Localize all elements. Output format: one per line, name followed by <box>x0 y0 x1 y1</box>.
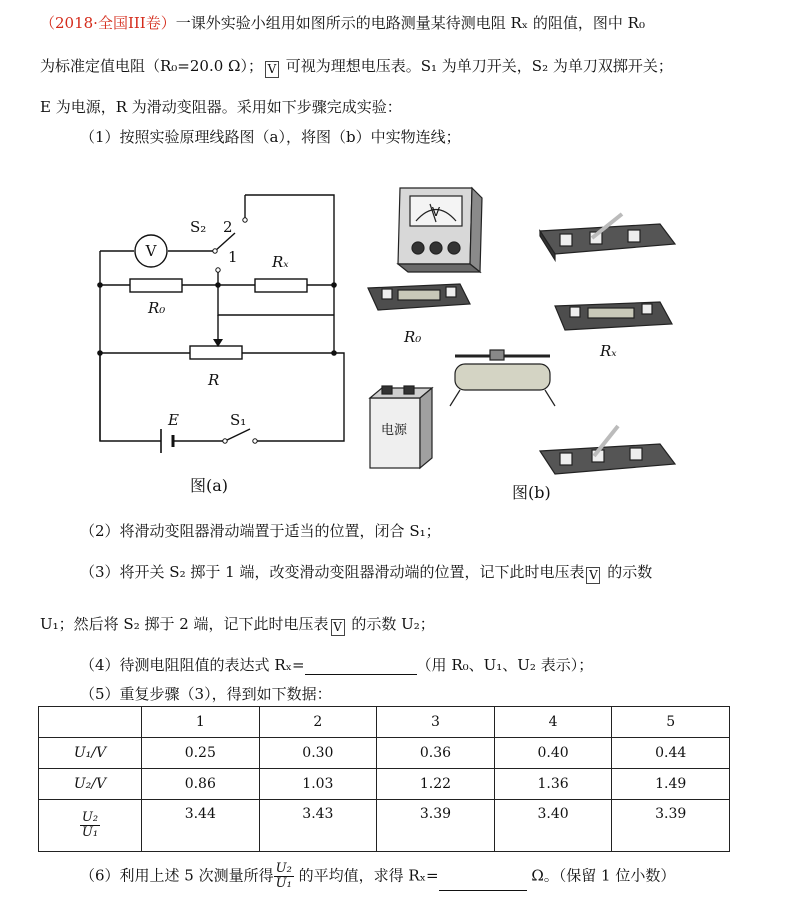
s2-label: S₂ <box>190 218 207 236</box>
table-cell: 3.44 <box>142 800 260 852</box>
table-cell: 1.49 <box>612 769 730 800</box>
step-6-text-c: Ω。（保留 1 位小数） <box>526 866 676 885</box>
step-4-text-a: （4）待测电阻阻值的表达式 Rₓ= <box>80 656 305 674</box>
s1-pivot <box>223 439 227 443</box>
step-3-line-2 <box>40 613 435 636</box>
data-table <box>38 706 730 852</box>
voltmeter-icon: V <box>331 619 345 636</box>
step-4 <box>80 654 593 675</box>
answer-blank-4[interactable] <box>305 658 417 675</box>
step-3-text-a: （3）将开关 S₂ 掷于 1 端，改变滑动变阻器滑动端的位置，记下此时电压表 <box>80 563 585 581</box>
rx-device-label: Rₓ <box>600 342 617 360</box>
switch-pivot <box>213 249 217 253</box>
switch-contact-1 <box>216 268 220 272</box>
s1-contact <box>253 439 257 443</box>
rx-label: Rₓ <box>272 253 289 271</box>
row-label-u2: U₂/V <box>39 769 142 800</box>
table-cell: 0.86 <box>142 769 260 800</box>
switch-s2-device <box>540 426 675 474</box>
table-cell: 0.36 <box>377 738 495 769</box>
circuit-diagram-a <box>90 185 360 505</box>
node-dot <box>215 282 221 288</box>
s1-label: S₁ <box>230 411 247 429</box>
voltmeter-device <box>398 188 482 272</box>
step-6-text-a: （6）利用上述 5 次测量所得 <box>80 866 274 885</box>
battery-device <box>370 386 432 468</box>
row-label-ratio <box>39 800 142 852</box>
r0-resistor-device <box>368 284 470 310</box>
intro-line-1 <box>40 12 645 33</box>
intro-line-2 <box>40 55 673 78</box>
intro-line-3: E 为电源，R 为滑动变阻器。采用如下步骤完成实验： <box>40 98 402 116</box>
voltmeter-icon: V <box>586 567 600 584</box>
ratio-fraction <box>80 811 100 840</box>
answer-blank-6[interactable] <box>439 874 527 891</box>
table-col-header: 1 <box>142 707 260 738</box>
voltmeter-icon: V <box>265 61 279 78</box>
rx-resistor-device <box>555 302 672 330</box>
apparatus-photo-b <box>360 176 690 506</box>
table-col-header: 4 <box>494 707 612 738</box>
node-dot <box>331 282 337 288</box>
step-2: （2）将滑动变阻器滑动端置于适当的位置，闭合 S₁； <box>80 522 441 540</box>
table-cell: 0.30 <box>259 738 377 769</box>
table-cell: 1.36 <box>494 769 612 800</box>
table-row-u1 <box>39 738 730 769</box>
row-label-u1: U₁/V <box>39 738 142 769</box>
switch-s1-device <box>540 214 675 260</box>
step-3-line-1 <box>80 561 652 584</box>
s2-pos2-label: 2 <box>223 218 233 236</box>
intro-text-2b: 可视为理想电压表。S₁ 为单刀开关，S₂ 为单刀双掷开关； <box>280 57 673 75</box>
r-label: R <box>208 371 220 389</box>
meter-label: V <box>431 205 441 219</box>
table-cell: 1.03 <box>259 769 377 800</box>
table-row-u2 <box>39 769 730 800</box>
table-cell: 0.40 <box>494 738 612 769</box>
s2-pos1-label: 1 <box>228 248 238 266</box>
table-cell: 3.43 <box>259 800 377 852</box>
fraction-numerator: U₂ <box>81 810 99 825</box>
table-cell: 1.22 <box>377 769 495 800</box>
step-6-fraction <box>274 862 294 891</box>
table-corner-cell <box>39 707 142 738</box>
switch-contact-2 <box>243 218 247 222</box>
step-1: （1）按照实验原理线路图（a），将图（b）中实物连线； <box>80 128 461 146</box>
table-col-header: 2 <box>259 707 377 738</box>
fraction-denominator: U₁ <box>275 876 292 891</box>
intro-text-2a: 为标准定值电阻（R₀=20.0 Ω）； <box>40 57 263 75</box>
r0-label: R₀ <box>148 299 166 317</box>
voltmeter-label: V <box>145 242 157 260</box>
fraction-denominator: U₁ <box>81 825 99 840</box>
table-cell: 3.39 <box>612 800 730 852</box>
table-row-ratio <box>39 800 730 852</box>
e-label: E <box>168 411 179 429</box>
table-cell: 0.25 <box>142 738 260 769</box>
table-header-row <box>39 707 730 738</box>
step-3-text-c: U₁；然后将 S₂ 掷于 2 端，记下此时电压表 <box>40 615 329 633</box>
source-tag: （2018·全国III卷） <box>40 14 176 32</box>
figure-b-caption: 图(b) <box>512 483 551 502</box>
table-cell: 3.40 <box>494 800 612 852</box>
step-3-text-b: 的示数 <box>602 563 653 581</box>
fraction-numerator: U₂ <box>275 861 292 876</box>
table-cell: 3.39 <box>377 800 495 852</box>
step-3-text-d: 的示数 U₂； <box>346 615 435 633</box>
step-5: （5）重复步骤（3），得到如下数据： <box>80 685 332 703</box>
rheostat-device <box>450 350 555 406</box>
node-dot <box>331 350 337 356</box>
table-cell: 0.44 <box>612 738 730 769</box>
r0-device-label: R₀ <box>404 328 422 346</box>
step-4-text-b: （用 R₀、U₁、U₂ 表示）； <box>416 656 594 674</box>
step-6-text-b: 的平均值，求得 Rₓ= <box>293 866 439 885</box>
node-dot <box>97 282 103 288</box>
table-col-header: 5 <box>612 707 730 738</box>
table-col-header: 3 <box>377 707 495 738</box>
intro-text-1: 一课外实验小组用如图所示的电路测量某待测电阻 Rₓ 的阻值，图中 R₀ <box>175 14 645 32</box>
node-dot <box>97 350 103 356</box>
battery-label: 电源 <box>380 423 408 438</box>
step-6 <box>80 862 675 891</box>
figure-a-caption: 图(a) <box>190 476 229 495</box>
